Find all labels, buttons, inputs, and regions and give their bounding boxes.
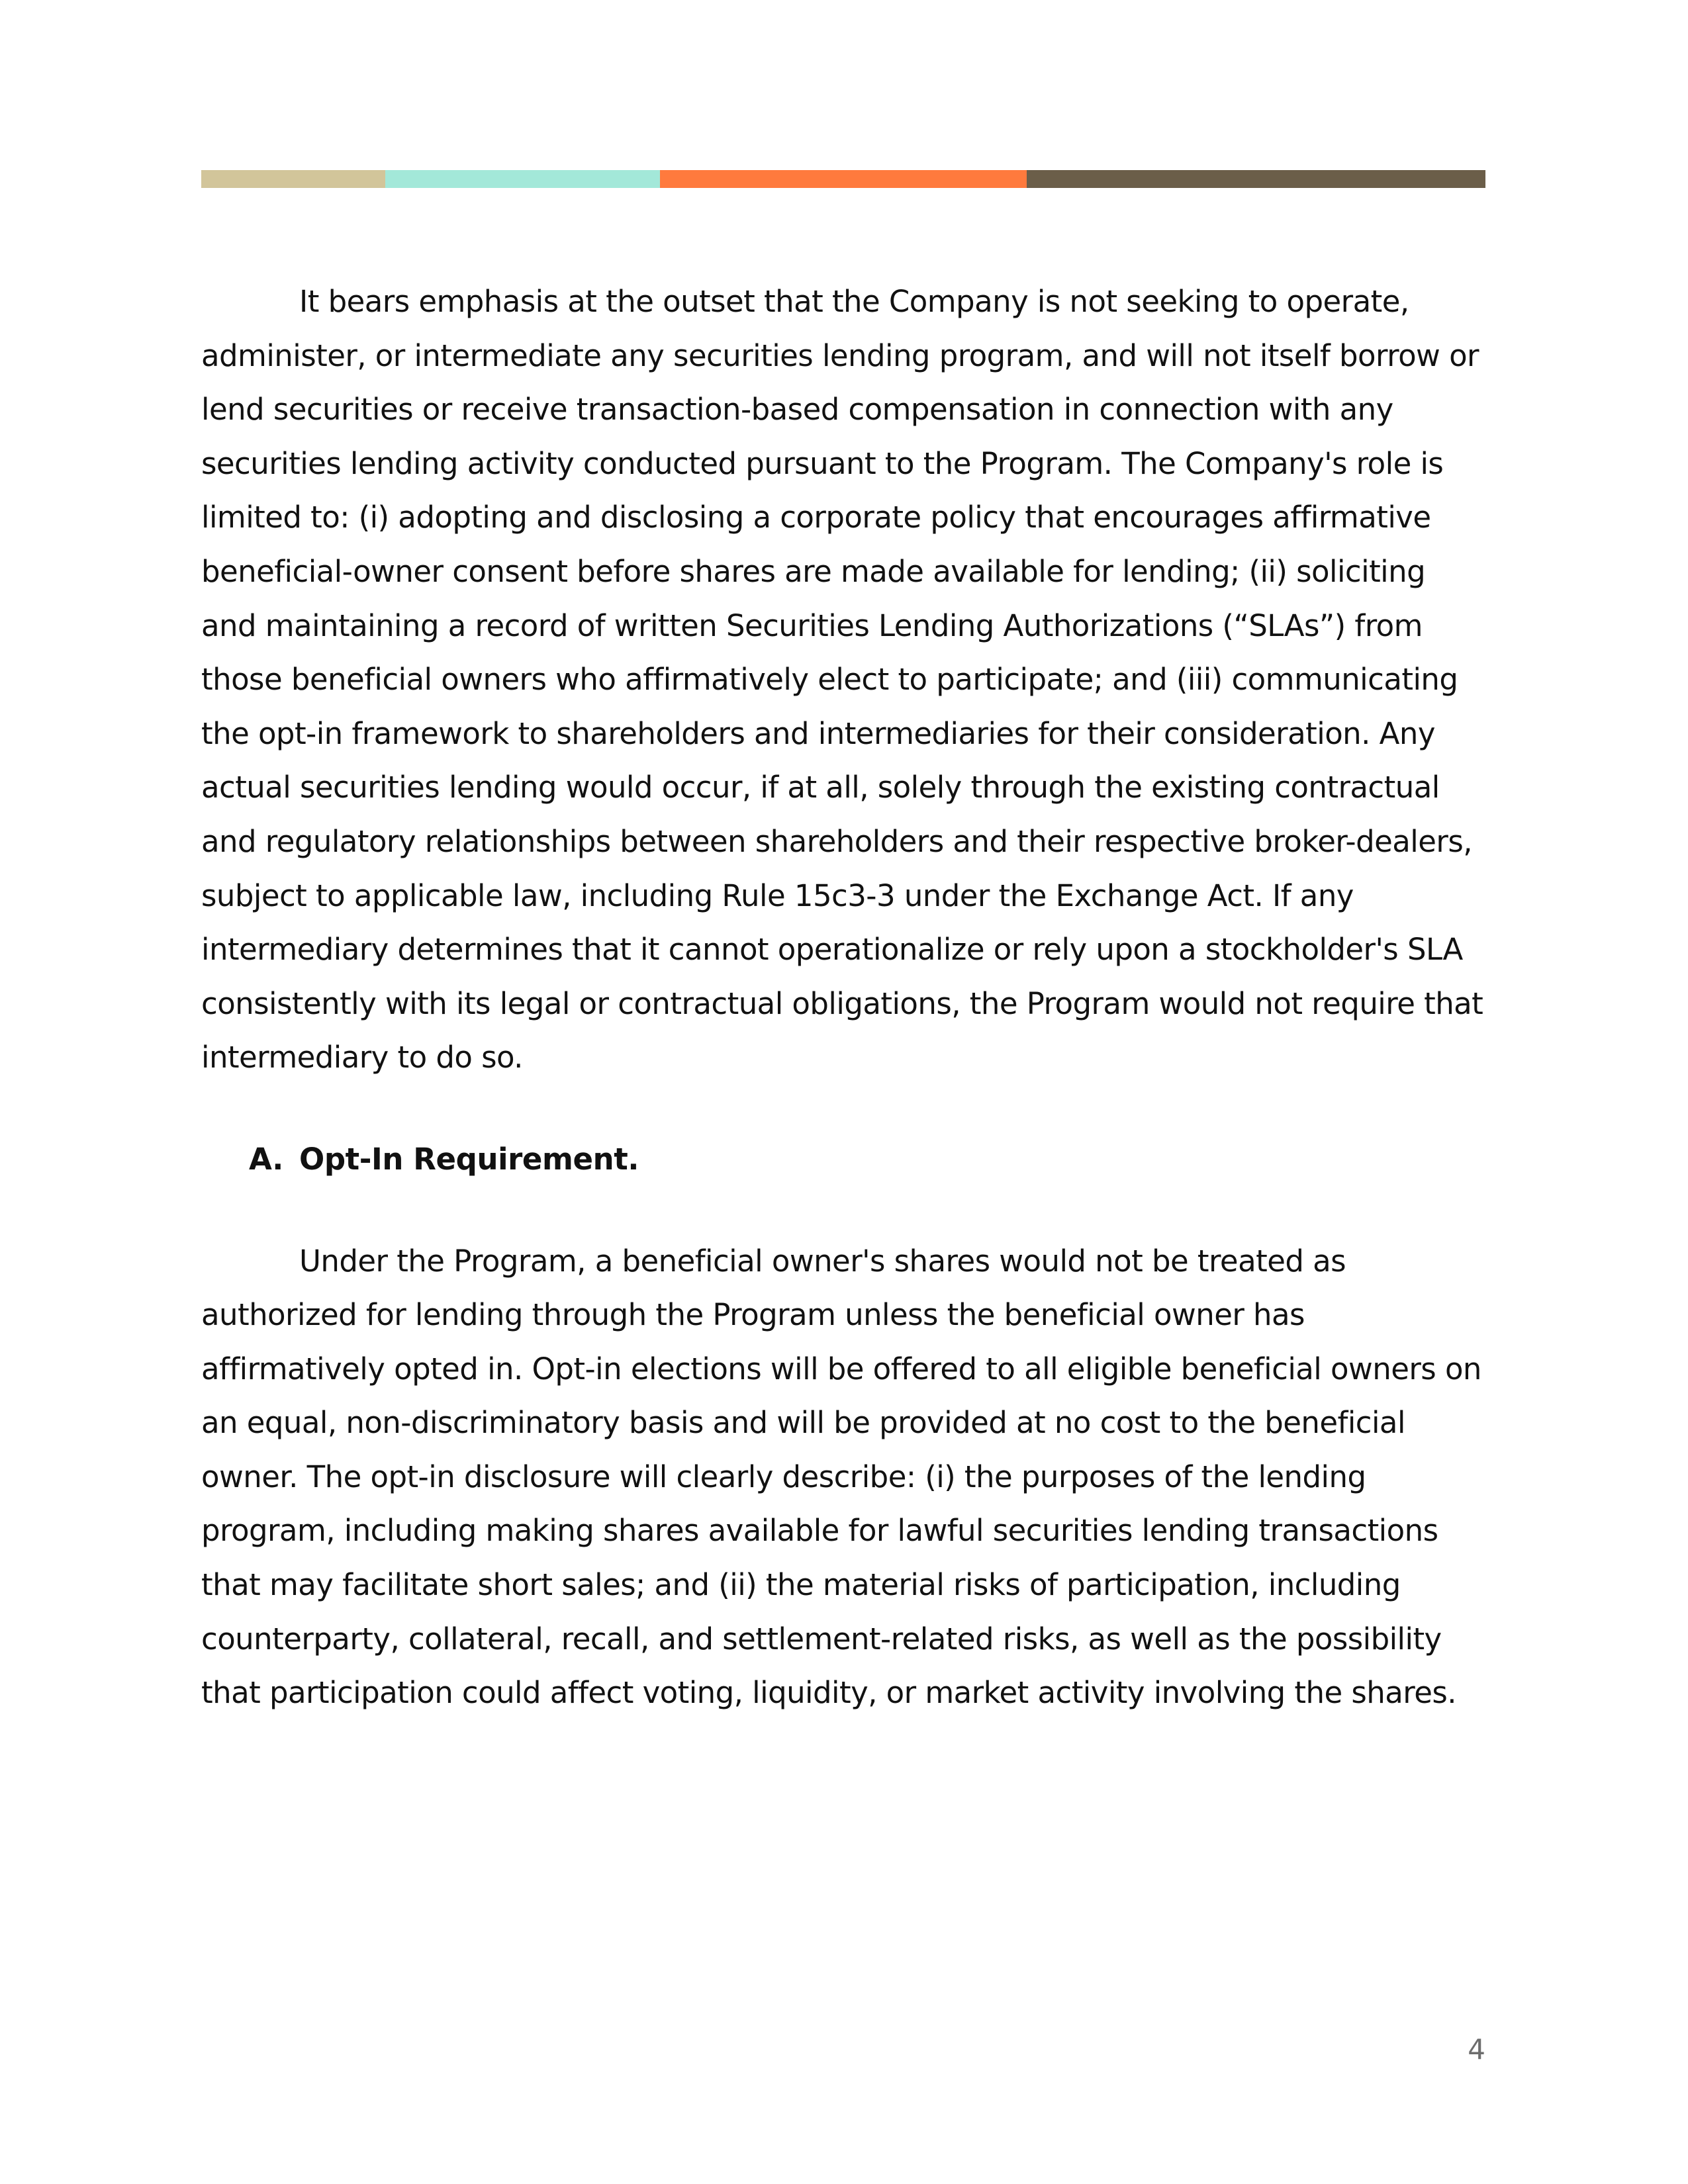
page-number: 4 xyxy=(1468,2033,1485,2066)
color-bar-segment-orange xyxy=(660,170,1027,188)
document-body xyxy=(201,275,1485,1720)
opt-in-paragraph: Under the Program, a beneficial owner's shares would not be treated as authorized for lending through the Program unless the beneficial owner has affirmatively opted in. Opt-in elections will be offered to all eligible beneficial owners on an equal, non-discriminatory basis and will be provided at no cost to the beneficial owner. The opt-in disclosure will clearly describe: (i) the purposes of the lending program, including making shares available for lawful securities lending transactions that may facilitate short sales; and (ii) the material risks of participation, including counterparty, collateral, recall, and settlement-related risks, as well as the possibility that participation could affect voting, liquidity, or market activity involving the shares. xyxy=(201,1243,1481,1711)
color-bar-segment-aqua xyxy=(385,170,660,188)
color-bar-segment-brown xyxy=(1027,170,1485,188)
color-bar-segment-tan xyxy=(201,170,385,188)
section-title: Opt-In Requirement. xyxy=(299,1141,639,1177)
header-color-bar xyxy=(201,170,1485,188)
section-heading xyxy=(201,1132,1485,1187)
intro-paragraph: It bears emphasis at the outset that the Company is not seeking to operate, administer, or intermediate any securities lending program, and will not itself borrow or lend securities or receive transaction-based compensation in connection with any securities lending activity conducted pursuant to the Program. The Company's role is limited to: (i) adopting and disclosing a corporate policy that encourages affirmative beneficial-owner consent before shares are made available for lending; (ii) soliciting and maintaining a record of written Securities Lending Authorizations (“SLAs”) from those beneficial owners who affirmatively elect to participate; and (iii) communicating the opt-in framework to shareholders and intermediaries for their consideration. Any actual securities lending would occur, if at all, solely through the existing contractual and regulatory relationships between shareholders and their respective broker-dealers, subject to applicable law, including Rule 15c3-3 under the Exchange Act. If any intermediary determines that it cannot operationalize or rely upon a stockholder's SLA consistently with its legal or contractual obligations, the Program would not require that intermediary to do so. xyxy=(201,284,1483,1075)
section-marker: A. xyxy=(249,1141,283,1177)
